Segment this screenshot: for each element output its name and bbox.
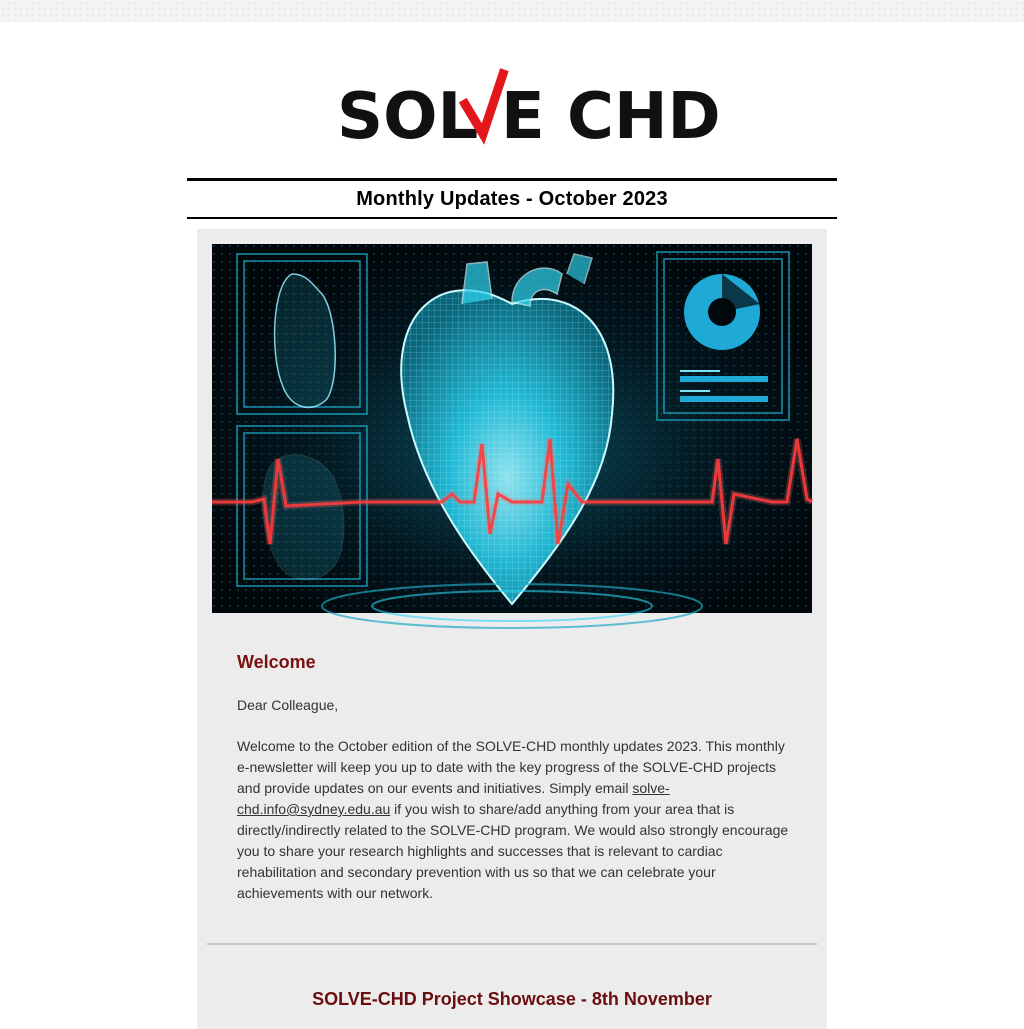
section-divider bbox=[207, 943, 817, 945]
newsletter-body-panel bbox=[197, 229, 827, 1029]
greeting-text: Dear Colleague, bbox=[237, 697, 339, 713]
logo-text-sol: SOL bbox=[337, 80, 479, 154]
welcome-paragraph bbox=[237, 736, 793, 904]
newsletter-header bbox=[187, 178, 837, 219]
contact-email-link[interactable]: solve-chd.info@sydney.edu.au bbox=[237, 780, 670, 817]
showcase-heading: SOLVE-CHD Project Showcase - 8th November bbox=[312, 989, 712, 1009]
newsletter-title: Monthly Updates - October 2023 bbox=[356, 187, 668, 210]
solve-chd-logo bbox=[337, 68, 721, 154]
heart-hologram-icon bbox=[212, 244, 812, 613]
welcome-heading: Welcome bbox=[237, 652, 316, 672]
top-pattern-strip bbox=[0, 0, 1024, 22]
logo-text-e-chd: E CHD bbox=[501, 80, 721, 154]
welcome-paragraph-part1: Welcome to the October edition of the SOLVE-CHD monthly updates 2023. This monthly e-newsletter will keep you up to date with the key progress of the SOLVE-CHD projects and provide updates on our events and initiatives. Simply email bbox=[237, 738, 785, 796]
welcome-paragraph-part2: if you wish to share/add anything from your area that is directly/indirectly related to the SOLVE-CHD program. We would also strongly encourage you to share your research highlights and successes that is relevant to cardiac rehabilitation and secondary prevention with us so that we can celebrate your achievements with our network. bbox=[237, 801, 789, 901]
hero-image bbox=[212, 244, 812, 613]
